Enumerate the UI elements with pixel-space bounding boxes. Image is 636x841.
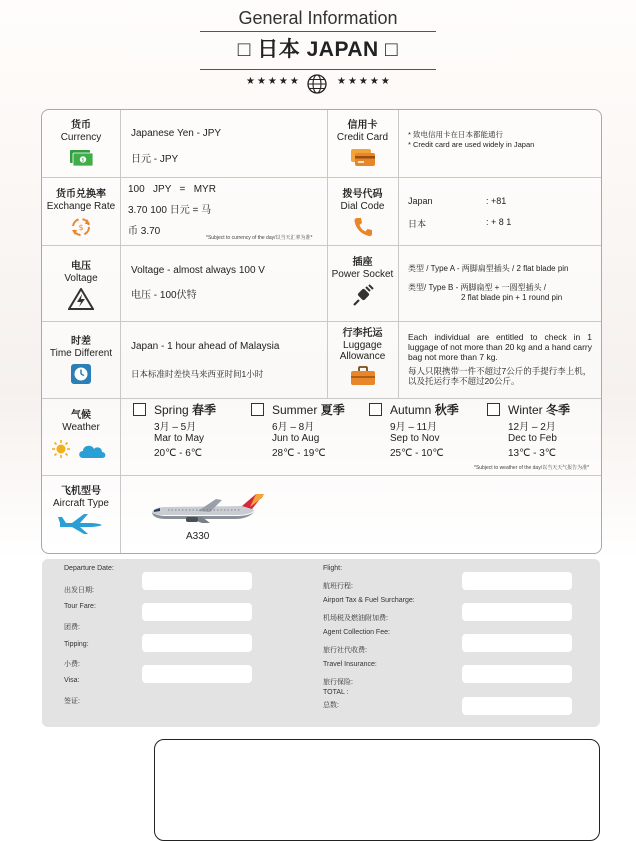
exchange-line-1: 100 JPY = MYR bbox=[128, 184, 216, 195]
voltage-warning-icon bbox=[68, 288, 94, 310]
exchange-line-2: 3.70 100 日元 = 马 bbox=[128, 205, 212, 216]
spring-months-en: Mar to May bbox=[154, 433, 205, 444]
total-field[interactable] bbox=[462, 697, 572, 715]
dial-code-zh: : + 8 1 bbox=[486, 217, 512, 227]
info-table bbox=[41, 109, 602, 554]
currency-label: 货币 Currency $ bbox=[42, 116, 120, 172]
socket-type-b-1: 类型/ Type B - 两脚扁型 + 一圆型插头 / bbox=[408, 283, 547, 292]
airplane-icon bbox=[58, 513, 104, 535]
phone-icon bbox=[352, 216, 374, 238]
money-icon bbox=[68, 147, 94, 167]
time-value-zh: 日本标准时差快马来西亚时间1小时 bbox=[131, 369, 264, 379]
summer-months-zh: 6月 – 8月 bbox=[272, 422, 315, 433]
country-title: □ 日本 JAPAN □ bbox=[237, 38, 399, 61]
sun-cloud-icon bbox=[49, 437, 113, 461]
exchange-rate-label: 货币兑换率 Exchange Rate $ bbox=[42, 185, 120, 243]
power-socket-label: 插座 Power Socket bbox=[327, 253, 398, 311]
currency-value-zh: 日元 - JPY bbox=[131, 154, 179, 165]
season-winter bbox=[487, 401, 599, 471]
agent-fee-label: Agent Collection Fee: bbox=[323, 629, 390, 636]
visa-label-zh: 签证: bbox=[64, 698, 80, 705]
exchange-note: *Subject to currency of the day/以当天汇率为准* bbox=[206, 235, 313, 241]
title-divider-bottom bbox=[200, 69, 436, 70]
column-divider bbox=[120, 110, 121, 553]
departure-date-label: Departure Date: bbox=[64, 565, 114, 572]
tipping-label-zh: 小费: bbox=[64, 661, 80, 668]
tour-fare-field[interactable] bbox=[142, 603, 252, 621]
autumn-checkbox[interactable] bbox=[369, 403, 382, 416]
spring-temp: 20℃ - 6℃ bbox=[154, 448, 203, 459]
voltage-value-zh: 电压 - 100伏特 bbox=[131, 290, 197, 301]
dial-country-en: Japan bbox=[408, 196, 433, 206]
svg-text:$: $ bbox=[81, 157, 85, 164]
tipping-field[interactable] bbox=[142, 634, 252, 652]
departure-date-label-zh: 出发日期: bbox=[64, 587, 94, 594]
tour-fare-label: Tour Fare: bbox=[64, 603, 96, 610]
exchange-icon bbox=[70, 216, 92, 238]
agent-fee-label-zh: 旅行社代收费: bbox=[323, 647, 367, 654]
clock-icon bbox=[69, 363, 93, 385]
currency-value-en: Japanese Yen - JPY bbox=[131, 128, 222, 139]
departure-date-field[interactable] bbox=[142, 572, 252, 590]
flight-label: Flight: bbox=[323, 565, 343, 572]
luggage-text-en: Each individual are entitled to check in 1 luggage of not more than 20 kg and a hand carry bag not more than 7 kg. bbox=[408, 332, 592, 362]
agent-fee-field[interactable] bbox=[462, 634, 572, 652]
season-autumn bbox=[369, 401, 487, 471]
winter-name: Winter 冬季 bbox=[508, 403, 571, 417]
total-label-zh: 总数: bbox=[323, 702, 339, 709]
luggage-text-zh: 每人只限携带一件不超过7公斤的手提行李上机，以及托运行李不超过20公斤。 bbox=[408, 366, 592, 386]
weather-note: *Subject to weather of the day/以当天天气报告为准* bbox=[474, 465, 590, 471]
voltage-label: 电压 Voltage bbox=[42, 257, 120, 315]
total-label: TOTAL : bbox=[323, 689, 349, 696]
time-difference-label: 时差 Time Different bbox=[42, 332, 120, 390]
season-summer bbox=[251, 401, 369, 471]
winter-checkbox[interactable] bbox=[487, 403, 500, 416]
season-spring bbox=[133, 401, 251, 471]
time-value-en: Japan - 1 hour ahead of Malaysia bbox=[131, 341, 280, 352]
luggage-label: 行李托运 Luggage Allowance bbox=[327, 324, 398, 391]
row-divider bbox=[42, 475, 601, 476]
column-divider bbox=[398, 110, 399, 398]
socket-type-a: 类型 / Type A - 两脚扁型插头 / 2 flat blade pin bbox=[408, 264, 569, 273]
globe-icon bbox=[307, 74, 327, 94]
voltage-value-en: Voltage - almost always 100 V bbox=[131, 265, 265, 276]
tipping-label: Tipping: bbox=[64, 641, 89, 648]
airport-tax-field[interactable] bbox=[462, 603, 572, 621]
row-divider bbox=[42, 398, 601, 399]
fee-form bbox=[42, 559, 600, 727]
stars-right: ★★★★★ bbox=[337, 76, 392, 87]
winter-months-zh: 12月 – 2月 bbox=[508, 422, 556, 433]
row-divider bbox=[42, 321, 601, 322]
aircraft-image bbox=[146, 493, 268, 525]
travel-insurance-field[interactable] bbox=[462, 665, 572, 683]
exchange-line-3: 币 3.70 bbox=[128, 226, 161, 237]
dial-code-en: : +81 bbox=[486, 196, 507, 206]
spring-name: Spring 春季 bbox=[154, 403, 217, 417]
spring-months-zh: 3月 – 5月 bbox=[154, 422, 197, 433]
credit-card-note-zh: * 致电信用卡在日本都能通行 bbox=[408, 130, 504, 139]
travel-insurance-label-zh: 旅行保险: bbox=[323, 679, 353, 686]
spring-checkbox[interactable] bbox=[133, 403, 146, 416]
summer-name: Summer 夏季 bbox=[272, 403, 345, 417]
credit-card-note-en: * Credit card are used widely in Japan bbox=[408, 140, 535, 149]
credit-card-label: 信用卡 Credit Card bbox=[327, 116, 398, 172]
summer-temp: 28℃ - 19℃ bbox=[272, 448, 326, 459]
plug-icon bbox=[351, 284, 375, 306]
visa-label: Visa: bbox=[64, 677, 80, 684]
stars-left: ★★★★★ bbox=[246, 76, 301, 87]
tour-fare-label-zh: 团费: bbox=[64, 624, 80, 631]
socket-type-b-2: 2 flat blade pin + 1 round pin bbox=[461, 293, 563, 302]
flight-label-zh: 航班行程: bbox=[323, 583, 353, 590]
airport-tax-label: Airport Tax & Fuel Surcharge: bbox=[323, 597, 415, 604]
airport-tax-label-zh: 机场税及燃油附加费: bbox=[323, 615, 388, 622]
autumn-months-zh: 9月 – 11月 bbox=[390, 422, 438, 433]
flight-field[interactable] bbox=[462, 572, 572, 590]
weather-label: 气候 Weather bbox=[42, 406, 120, 466]
winter-temp: 13℃ - 3℃ bbox=[508, 448, 557, 459]
visa-field[interactable] bbox=[142, 665, 252, 683]
page-title: General Information bbox=[238, 8, 398, 28]
autumn-temp: 25℃ - 10℃ bbox=[390, 448, 444, 459]
aircraft-model: A330 bbox=[186, 531, 210, 542]
notes-box[interactable] bbox=[154, 739, 600, 841]
row-divider bbox=[42, 245, 601, 246]
aircraft-type-label: 飞机型号 Aircraft Type bbox=[42, 482, 120, 540]
winter-months-en: Dec to Feb bbox=[508, 433, 557, 444]
dial-code-label: 拨号代码 Dial Code bbox=[327, 185, 398, 243]
autumn-months-en: Sep to Nov bbox=[390, 433, 440, 444]
summer-months-en: Jun to Aug bbox=[272, 433, 320, 444]
svg-text:$: $ bbox=[78, 223, 84, 232]
title-divider-top bbox=[200, 31, 436, 32]
dial-country-zh: 日本 bbox=[408, 219, 427, 229]
autumn-name: Autumn 秋季 bbox=[390, 403, 459, 417]
luggage-icon bbox=[350, 366, 376, 386]
travel-insurance-label: Travel Insurance: bbox=[323, 661, 377, 668]
credit-card-icon bbox=[350, 147, 376, 167]
summer-checkbox[interactable] bbox=[251, 403, 264, 416]
row-divider bbox=[42, 177, 601, 178]
